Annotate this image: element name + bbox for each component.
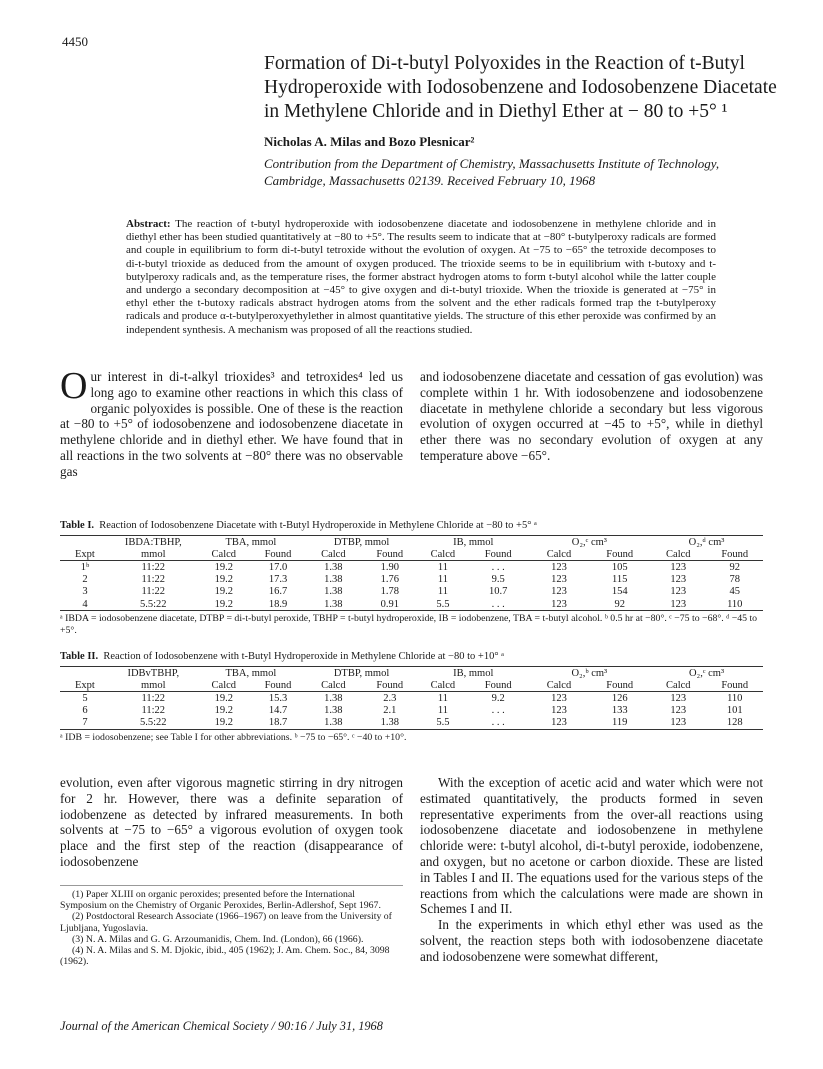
- table-cell: 19.2: [214, 586, 233, 598]
- table2-subheader: Calcd: [546, 679, 572, 691]
- table-cell: 1.38: [380, 717, 399, 729]
- table1-header-ratio: IBDA:TBHP,: [124, 536, 182, 548]
- table-cell: 123: [551, 705, 567, 717]
- table1-subheader: Found: [264, 548, 292, 560]
- table1-subheader: Calcd: [211, 548, 237, 560]
- table1-subheader: Calcd: [321, 548, 346, 560]
- body-right-paragraph: With the exception of acetic acid and water which were not estimated quantitatively, the products formed in seven representative experiments from the over-all reactions using iodosobenzene diacetate and iodosobenzene in methylene chloride were: t-butyl alcohol, di-t-butyl peroxide, iodobenzene, and oxygen, but no acetone or carbon dioxide. These are listed in Tables I and II. The equations used for the various steps of the reactions from which the calculations were made are shown in Schemes I and II.: [420, 775, 763, 917]
- table1-caption-text: Reaction of Iodosobenzene Diacetate with t-Butyl Hydroperoxide in Methylene Chloride at −80 to +5° ᵃ: [99, 520, 537, 531]
- table-cell: 2.3: [383, 692, 397, 704]
- abstract: [126, 218, 716, 337]
- table-cell: 1.38: [324, 561, 343, 573]
- table2-footnote: ᵃ IDB = iodosobenzene; see Table I for other abbreviations. ᵇ −75 to −65°. ᶜ −40 to +10°.: [60, 732, 407, 743]
- table2-subheader: Found: [376, 679, 404, 691]
- footnote: (3) N. A. Milas and G. G. Arzoumanidis, Chem. Ind. (London), 66 (1966).: [72, 933, 364, 945]
- table-cell: 11:22: [141, 692, 166, 704]
- table-cell: 78: [729, 574, 740, 586]
- table2-header-dtbp: DTBP, mmol: [333, 667, 390, 679]
- table-row: [60, 717, 763, 730]
- table2-header-ib: IB, mmol: [453, 667, 494, 679]
- table-cell: 92: [614, 598, 625, 610]
- table-cell: 123: [551, 561, 567, 573]
- table-cell: 11: [437, 574, 448, 586]
- body-left-column: evolution, even after vigorous magnetic stirring in dry nitrogen for 2 hr. However, there was a definite separation of iodobenzene as detected by infrared measurements. In both solvents at −75 to −65° a vigorous evolution of oxygen took place and the first step of the reaction (disappearance of iodosobenzene: [60, 775, 403, 869]
- table-cell: 4: [82, 598, 88, 610]
- table2-subheader: Found: [484, 679, 512, 691]
- table1-header-ib: IB, mmol: [453, 536, 494, 548]
- table-cell: 133: [611, 705, 628, 717]
- journal-footer: Journal of the American Chemical Society / 90:16 / July 31, 1968: [60, 1019, 383, 1033]
- table-cell: 1.78: [380, 586, 399, 598]
- table-cell: 17.3: [268, 574, 288, 586]
- table1-footnote: ᵃ IBDA = iodosobenzene diacetate, DTBP = di-t-butyl peroxide, TBHP = t-butyl hydroperoxide, IB = iodobenzene, TBA = t-butyl alcohol. ᵇ 0.5 hr at −80°. ᶜ −75 to −68°. ᵈ −45 to +5°.: [60, 613, 758, 636]
- table-cell: 19.2: [214, 717, 233, 729]
- table2-subheader: Found: [721, 679, 749, 691]
- table-cell: 1.38: [324, 586, 343, 598]
- table-cell: 1.38: [324, 598, 343, 610]
- table1-subheader: Calcd: [546, 548, 572, 560]
- table1-caption: [60, 520, 760, 531]
- table-row: [60, 705, 763, 717]
- table-cell: 3: [82, 586, 88, 598]
- abstract-label: Abstract:: [126, 218, 171, 230]
- intro-left-text: ur interest in di-t-alkyl trioxides³ and tetroxides⁴ led us long ago to examine other reactions in which this class of organic polyoxides is possible. One of these is the reaction at −80 to +5° of iodosobenzene and iodosobenzene diacetate in methylene chloride and in diethyl ether. We have found that in all reactions in the two solvents at −80° there was no observable gas: [60, 369, 403, 479]
- intro-right-column: and iodosobenzene diacetate and cessation of gas evolution) was complete within 1 hr. With iodosobenzene and iodosobenzene diacetate in methylene chloride a secondary but less vigorous evolution of oxygen occurred at −45 to +5°, while in diethyl ether there was no secondary evolution of oxygen at any temperature above −65°.: [420, 369, 763, 463]
- table-cell: 9.5: [491, 574, 505, 586]
- table-cell: 0.91: [380, 598, 399, 610]
- table-cell: . . .: [491, 717, 505, 729]
- table-row: [60, 561, 763, 574]
- table-row: [60, 598, 763, 611]
- footnote: (1) Paper XLIII on organic peroxides; presented before the International Symposium on the Chemistry of Organic Peroxides, Berlin-Adlershof, Sept 1967.: [60, 889, 381, 912]
- table1-subheader: Calcd: [666, 548, 691, 560]
- table-cell: 18.7: [268, 717, 288, 729]
- table1-header-o2c: O₂,ᶜ cm³: [571, 536, 607, 548]
- table-cell: 119: [612, 717, 628, 729]
- table-cell: 5.5:22: [140, 717, 167, 729]
- table-cell: 5: [82, 692, 88, 704]
- table1-subheader: Calcd: [430, 548, 456, 560]
- table-cell: 19.2: [214, 574, 233, 586]
- page-number: 4450: [62, 34, 88, 49]
- table-cell: 123: [670, 561, 687, 573]
- table-cell: 123: [551, 598, 567, 610]
- affiliation: Contribution from the Department of Chemistry, Massachusetts Institute of Technology, Cambridge, Massachusetts 02139. Received February 10, 1968: [264, 156, 720, 188]
- table-cell: 11: [437, 705, 448, 717]
- table1-subheader: Found: [376, 548, 404, 560]
- table1-header-o2d: O₂,ᵈ cm³: [688, 536, 725, 548]
- footnote-divider: [60, 885, 403, 886]
- table-cell: 11: [437, 692, 448, 704]
- table-cell: 11: [437, 586, 448, 598]
- table1-subheader: Found: [484, 548, 512, 560]
- table-cell: 1.90: [380, 561, 399, 573]
- table-cell: 11:22: [141, 705, 166, 717]
- table2-subheader: Expt: [75, 679, 95, 691]
- table-cell: 123: [670, 717, 687, 729]
- table2-header-o2b: O₂,ᵇ cm³: [571, 667, 608, 679]
- table-cell: 45: [729, 586, 740, 598]
- table-cell: 110: [727, 598, 743, 610]
- table-cell: 19.2: [214, 561, 233, 573]
- table-row: [60, 586, 763, 598]
- table2-label: Table II.: [60, 651, 99, 662]
- table-cell: 123: [670, 705, 687, 717]
- table2-subheader: Found: [264, 679, 292, 691]
- table-cell: 1.76: [380, 574, 399, 586]
- table1-subheader: Found: [606, 548, 634, 560]
- table2-subheader: Calcd: [321, 679, 346, 691]
- table-cell: 2.1: [383, 705, 397, 717]
- table2-subheader: Found: [606, 679, 634, 691]
- abstract-text: The reaction of t-butyl hydroperoxide with iodosobenzene diacetate and iodosobenzene in methylene chloride and in diethyl ether has been studied quantitatively at −80 to +5°. The results seem to indicate that at −80° t-butylperoxy radicals are formed and couple in equilibrium to form di-t-butyl tetroxide without the evolution of oxygen. At −75 to −65° the tetroxide decomposes to di-t-butyl trioxide as deduced from the amount of oxygen produced. The trioxide seems to be in equilibrium with t-butoxy and t-butylperoxy radicals and, as the temperature rises, the former abstract hydrogen atoms to form t-butyl alcohol while the latter couple and undergo a secondary decomposition at −45° to give oxygen and di-t-butyl trioxide. When the trioxide is generated at −75° in ethyl ether the t-butoxy radicals abstract hydrogen atoms from the solvent and the ether radicals formed trap the t-butylperoxy radicals and produce α-t-butylperoxyethylether in almost quantitative yields. The structure of this ether peroxide was confirmed by an independent synthesis. A mechanism was proposed of all the reactions studied.: [126, 218, 716, 336]
- table2-header-o2c: O₂,ᶜ cm³: [688, 667, 725, 679]
- table-cell: 1ᵇ: [80, 561, 90, 573]
- table-cell: 19.2: [214, 705, 233, 717]
- table-cell: 18.9: [268, 598, 288, 610]
- footnotes: [60, 889, 403, 967]
- article-title: Formation of Di-t-butyl Polyoxides in the Reaction of t-Butyl Hydroperoxide with Iodosobenzene and Iodosobenzene Diacetate in Methylene Chloride and in Diethyl Ether at − 80 to +5° ¹: [264, 53, 777, 122]
- intro-left-column: [60, 365, 403, 480]
- table1-header-tba: TBA, mmol: [225, 536, 277, 548]
- footnote: (4) N. A. Milas and S. M. Djokic, ibid., 405 (1962); J. Am. Chem. Soc., 84, 3098 (1962).: [60, 945, 390, 968]
- table1: [60, 535, 763, 611]
- table-row: [60, 574, 763, 586]
- table-cell: 123: [670, 574, 687, 586]
- table1-header-dtbp: DTBP, mmol: [333, 536, 390, 548]
- table-cell: 5.5: [436, 717, 450, 729]
- table2-subheader: mmol: [141, 679, 166, 691]
- table-cell: 154: [611, 586, 628, 598]
- table-cell: 123: [670, 598, 687, 610]
- table-row: [60, 692, 763, 705]
- table2-subheader: Calcd: [211, 679, 237, 691]
- table2-header-ratio: IDBvTBHP,: [127, 667, 180, 679]
- table2-caption: [60, 651, 760, 662]
- table-cell: 16.7: [268, 586, 288, 598]
- table-cell: 92: [729, 561, 740, 573]
- table-cell: 17.0: [268, 561, 288, 573]
- table-cell: 123: [551, 574, 567, 586]
- table-cell: 101: [726, 705, 743, 717]
- table2-subheader: Calcd: [666, 679, 691, 691]
- table1-subheader: mmol: [141, 548, 166, 560]
- table1-subheader: Found: [721, 548, 749, 560]
- table-cell: 123: [670, 586, 687, 598]
- table-cell: 11:22: [141, 586, 166, 598]
- table-cell: 19.2: [214, 692, 233, 704]
- table-cell: 110: [727, 692, 743, 704]
- table2: [60, 666, 763, 730]
- table-cell: 128: [726, 717, 743, 729]
- table-cell: 11: [437, 561, 448, 573]
- table-cell: 105: [611, 561, 628, 573]
- table-cell: 7: [82, 717, 88, 729]
- footnote: (2) Postdoctoral Research Associate (1966–1967) on leave from the University of Ljubljana, Yugoslavia.: [60, 911, 392, 934]
- table-cell: 15.3: [268, 692, 288, 704]
- drop-cap: O: [60, 365, 88, 407]
- table-cell: 9.2: [491, 692, 505, 704]
- table-cell: 115: [612, 574, 628, 586]
- table-cell: . . .: [491, 561, 505, 573]
- table-cell: 11:22: [141, 574, 166, 586]
- table-cell: 123: [551, 717, 567, 729]
- table-cell: 10.7: [489, 586, 508, 598]
- authors: Nicholas A. Milas and Bozo Plesnicar²: [264, 134, 475, 149]
- table1-label: Table I.: [60, 520, 95, 531]
- table-cell: 1.38: [324, 717, 343, 729]
- table-cell: 1.38: [324, 705, 343, 717]
- body-right-column: [420, 775, 763, 965]
- table-cell: 19.2: [214, 598, 233, 610]
- table-cell: 1.38: [324, 574, 343, 586]
- table-cell: 123: [551, 692, 567, 704]
- table-cell: 5.5: [436, 598, 450, 610]
- table-cell: 126: [611, 692, 628, 704]
- table-cell: 11:22: [141, 561, 166, 573]
- body-right-paragraph: In the experiments in which ethyl ether was used as the solvent, the reaction steps both with iodosobenzene diacetate and iodosobenzene were somewhat different,: [420, 917, 763, 964]
- table-cell: . . .: [491, 598, 505, 610]
- table2-header-tba: TBA, mmol: [225, 667, 277, 679]
- table2-subheader: Calcd: [430, 679, 456, 691]
- table-cell: 6: [82, 705, 88, 717]
- table-cell: 1.38: [324, 692, 343, 704]
- table-cell: 2: [82, 574, 88, 586]
- table-cell: 5.5:22: [140, 598, 167, 610]
- table-cell: 14.7: [268, 705, 288, 717]
- table-cell: 123: [551, 586, 567, 598]
- table1-subheader: Expt: [75, 548, 95, 560]
- table2-caption-text: Reaction of Iodosobenzene with t-Butyl Hydroperoxide in Methylene Chloride at −80 to +10° ᵃ: [103, 651, 505, 662]
- table-cell: . . .: [491, 705, 505, 717]
- table-cell: 123: [670, 692, 687, 704]
